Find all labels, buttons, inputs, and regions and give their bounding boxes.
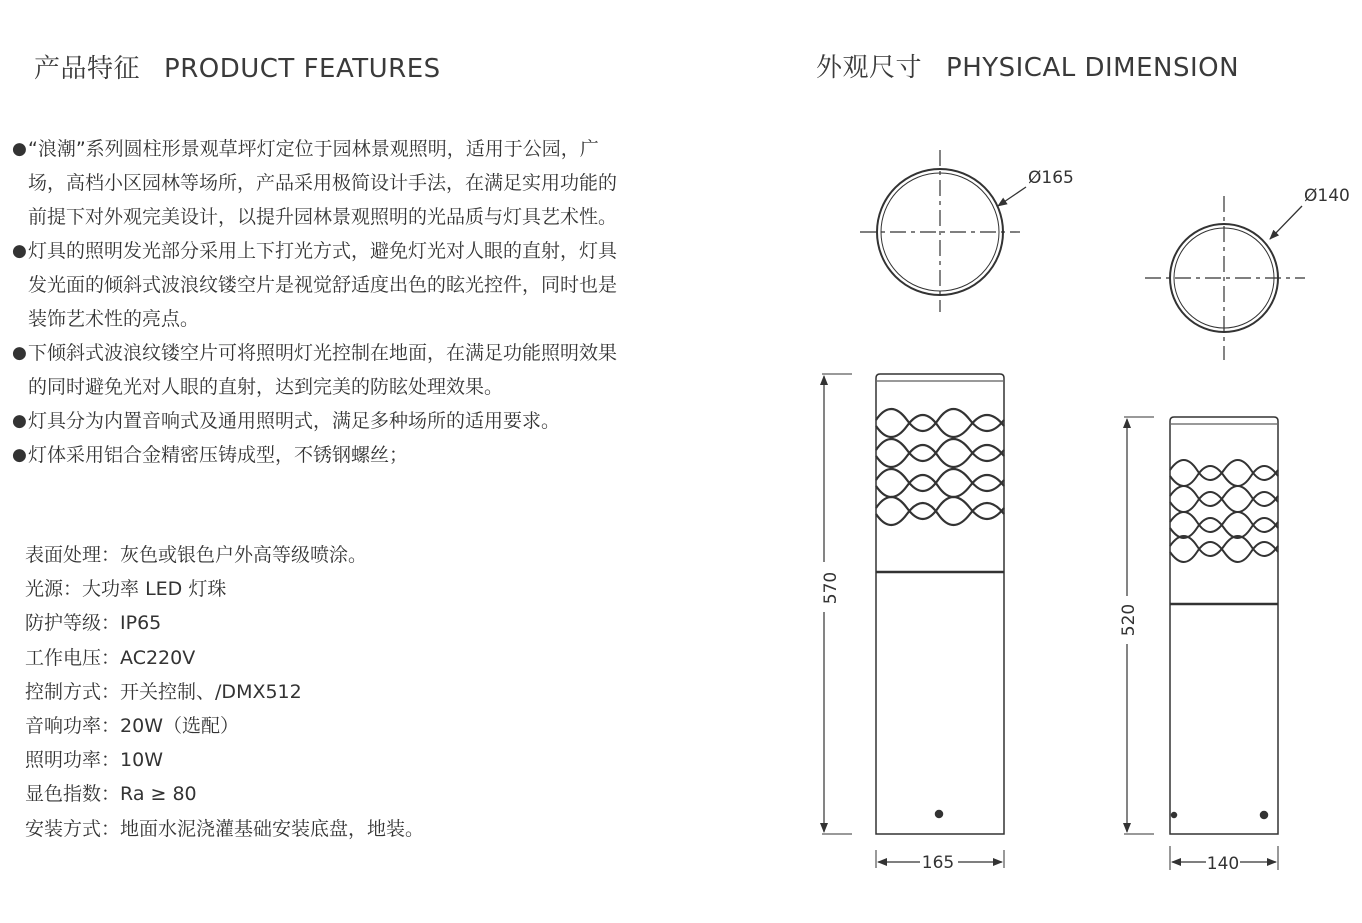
features-title-en: PRODUCT FEATURES [164,54,441,84]
spec-row: 安装方式：地面水泥浇灌基础安装底盘，地装。 [25,817,425,840]
large-height-label: 570 [821,571,841,605]
spec-label: 安装方式 [25,817,102,840]
spec-value: AC220V [120,646,196,669]
spec-value: 灰色或银色户外高等级喷涂。 [120,544,368,566]
small-diameter-label: Ø140 [1304,186,1350,206]
spec-label: 音响功率 [25,715,102,738]
feature-text: “浪潮”系列圆柱形景观草坪灯定位于园林景观照明，适用于公园，广场，高档小区园林等场所，产品采用极简设计手法，在满足实用功能的前提下对外观完美设计，以提升园林景观照明的光品质与灯具艺术性。 [28,138,618,228]
small-width-label: 140 [1206,854,1240,874]
bullet-icon: ● [12,411,27,431]
feature-text: 灯具分为内置音响式及通用照明式，满足多种场所的适用要求。 [28,410,561,432]
spec-value: 地面水泥浇灌基础安装底盘，地装。 [120,817,425,840]
spec-label: 防护等级 [25,612,102,635]
bullet-icon: ● [12,445,27,465]
small-top-view [1145,196,1305,360]
feature-text: 下倾斜式波浪纹镂空片可将照明灯光控制在地面，在满足功能照明效果的同时避免光对人眼的直射，达到完美的防眩处理效果。 [28,342,618,398]
spec-row: 显色指数：Ra ≥ 80 [25,783,197,806]
bullet-icon: ● [12,343,27,363]
large-width-label: 165 [921,853,955,873]
spec-row: 防护等级：IP65 [25,612,162,635]
spec-row: 光源：大功率 LED 灯珠 [25,578,227,601]
spec-label: 控制方式 [25,680,102,703]
feature-text: 灯具的照明发光部分采用上下打光方式，避免灯光对人眼的直射，灯具发光面的倾斜式波浪纹镂空片是视觉舒适度出色的眩光控件，同时也是装饰艺术性的亮点。 [28,240,618,330]
spec-row: 照明功率：10W [25,749,163,772]
spec-label: 工作电压 [25,646,102,669]
spec-value: 开关控制、/DMX512 [120,680,302,703]
small-front-view [1124,417,1278,870]
spec-row: 音响功率：20W（选配） [25,715,239,738]
spec-value: Ra ≥ 80 [120,783,197,806]
feature-text: 灯体采用铝合金精密压铸成型，不锈钢螺丝； [28,444,409,466]
spec-label: 光源 [25,578,64,601]
spec-row: 表面处理：灰色或银色户外高等级喷涂。 [25,544,368,566]
features-title-cn: 产品特征 [34,54,141,84]
spec-value: IP65 [120,612,162,635]
bullet-icon: ● [12,139,27,159]
large-diameter-label: Ø165 [1028,168,1074,188]
spec-row: 工作电压：AC220V [25,646,196,669]
spec-label: 照明功率 [25,749,102,772]
spec-row: 控制方式：开关控制、/DMX512 [25,680,302,703]
large-front-view [822,374,1004,868]
small-height-label: 520 [1119,603,1139,637]
large-top-view [860,150,1026,312]
spec-value: 10W [120,749,163,772]
spec-label: 表面处理 [25,544,102,566]
spec-value: 20W（选配） [120,715,239,738]
dimension-title-en: PHYSICAL DIMENSION [946,53,1240,83]
dimension-title-cn: 外观尺寸 [816,53,923,83]
spec-label: 显色指数 [25,783,102,806]
spec-value: 大功率 LED 灯珠 [82,578,227,601]
bullet-icon: ● [12,241,27,261]
